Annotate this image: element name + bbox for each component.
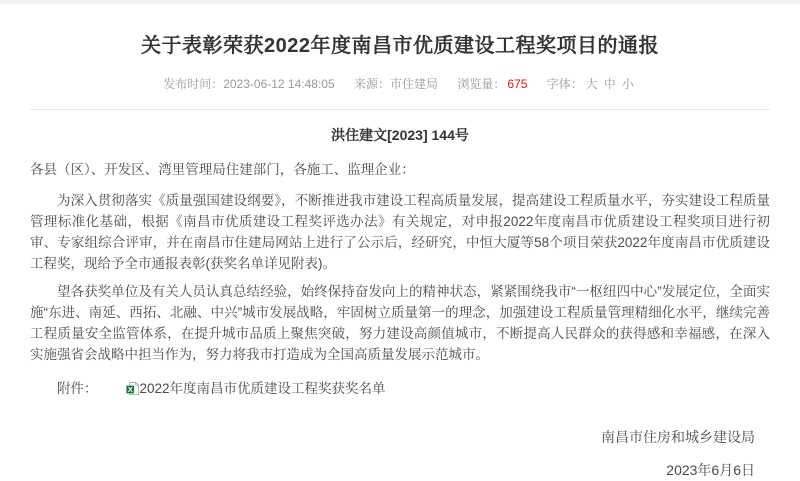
source-label: 来源： (353, 77, 390, 91)
signature-agency: 南昌市住房和城乡建设局 (601, 429, 755, 445)
font-size-label: 字体： (546, 77, 583, 91)
notice-page (0, 29, 800, 481)
source-value: 市住建局 (390, 77, 439, 91)
font-size-medium-button[interactable]: 中 (603, 77, 616, 91)
source (354, 77, 438, 91)
paragraph-1: 为深入贯彻落实《质量强国建设纲要》，不断推进我市建设工程高质量发展，提高建设工程质量水平，夯实建设工程质量管理标准化基础，根据《南昌市优质建设工程奖评选办法》有关规定，对申报2022年度南昌市优质建设工程奖项目进行初审、专家组综合评审，并在南昌市住建局网站上进行了公示后，经研究，中恒大厦等58个项目荣获2022年度南昌市优质建设工程奖，现给予全市通报表彰(获奖名单详见附表)。 (30, 193, 770, 271)
document-number: 洪住建文[2023] 144号 (331, 127, 469, 143)
views-value: 675 (507, 77, 528, 91)
font-size-large-button[interactable]: 大 (585, 77, 598, 91)
signature-block (30, 427, 770, 481)
attachment-link[interactable]: 2022年度南昌市优质建设工程奖获奖名单 (139, 381, 386, 396)
page-title: 关于表彰荣获2022年度南昌市优质建设工程奖项目的通报 (141, 35, 659, 57)
attachment-line (30, 378, 770, 401)
header-divider (30, 109, 770, 110)
signature-date: 2023年6月6日 (666, 462, 755, 478)
publish-time (163, 77, 334, 91)
salutation: 各县（区）、开发区、湾里管理局住建部门，各施工、监理企业： (30, 162, 415, 177)
notice-body (30, 159, 770, 481)
font-size-switcher (547, 77, 637, 91)
attachment-label: 附件： (57, 381, 98, 396)
excel-file-icon (99, 380, 139, 401)
publish-time-value: 2023-06-12 14:48:05 (223, 77, 335, 91)
font-size-small-button[interactable]: 小 (621, 77, 634, 91)
views-label: 浏览量： (457, 77, 506, 91)
top-bar (0, 0, 800, 5)
meta-bar (30, 75, 770, 92)
view-count (457, 77, 527, 91)
publish-time-label: 发布时间： (163, 77, 224, 91)
svg-text:X: X (127, 384, 133, 394)
paragraph-2: 望各获奖单位及有关人员认真总结经验，始终保持奋发向上的精神状态，紧紧围绕我市“一枢纽四中心”发展定位，全面实施“东进、南延、西拓、北融、中兴”城市发展战略，牢固树立质量第一的理念，加强建设工程质量管理精细化水平，继续完善工程质量安全监管体系，在提升城市品质上聚焦突破，努力建设高颜值城市，不断提高人民群众的获得感和幸福感，在深入实施强省会战略中担当作为，努力将我市打造成为全国高质量发展示范城市。 (30, 284, 770, 362)
